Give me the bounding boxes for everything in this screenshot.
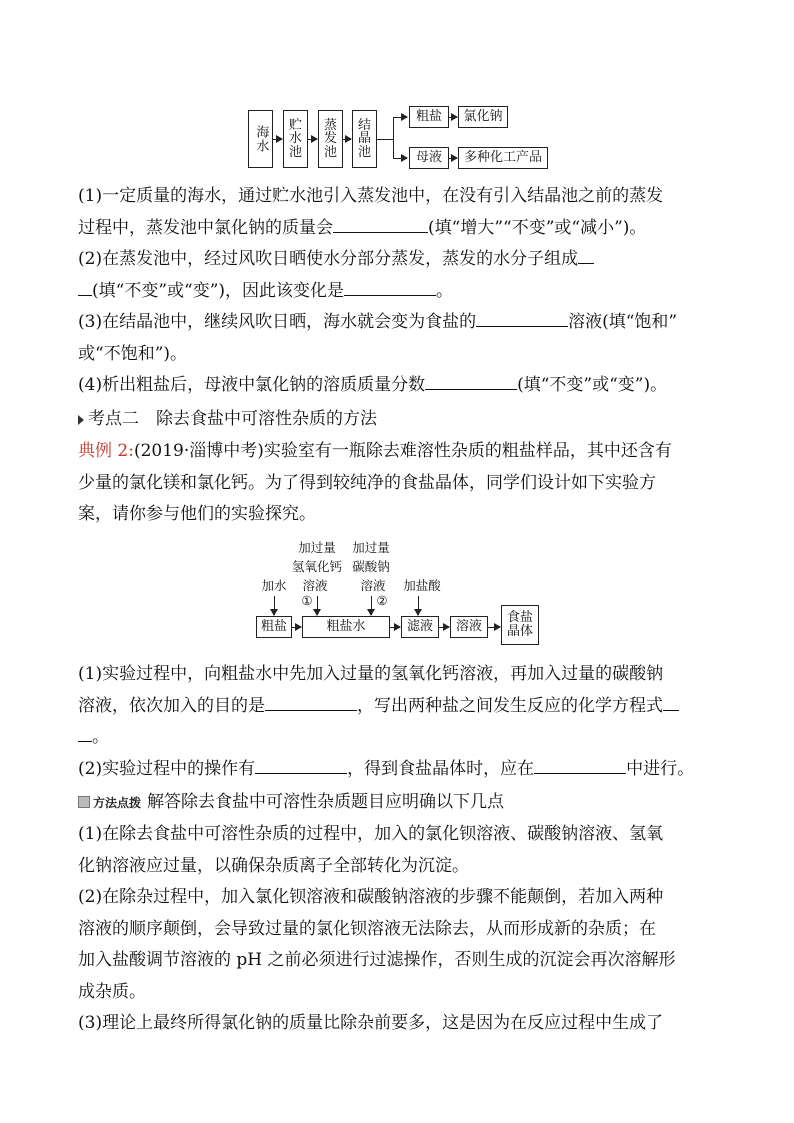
q2-text-b: (填“不变”或“变”)，因此该变化是 xyxy=(92,280,345,301)
tips-p2-line-1: (2)在除杂过程中，加入氯化钡溶液和碳酸钠溶液的步骤不能颠倒，若加入两种 xyxy=(78,887,664,907)
reagent-1-line-3: 溶液 xyxy=(302,578,328,593)
q2-line-1 xyxy=(78,244,720,276)
solution-label: 溶液 xyxy=(455,619,482,635)
q2a-line-3 xyxy=(78,722,720,754)
crude-saltwater-label: 粗盐水 xyxy=(326,619,366,635)
reagent-2-line-1: 加过量 xyxy=(352,540,390,555)
section-heading-text: 考点二 除去食盐中可溶性杂质的方法 xyxy=(88,409,377,429)
arrow-filtrate-to-solution xyxy=(439,627,449,628)
box-sodium-chloride xyxy=(458,106,508,128)
tips-p3-line-1: (3)理论上最终所得氯化钠的质量比除杂前要多，这是因为在反应过程中生成了 xyxy=(78,1013,664,1033)
sodium-chloride-label: 氯化钠 xyxy=(463,109,503,125)
q4-text-a: (4)析出粗盐后，母液中氯化钠的溶质质量分数 xyxy=(78,375,426,395)
arrow-down-hcl xyxy=(418,596,419,615)
box-evaporation-pool xyxy=(318,110,343,168)
example-line-3: 案，请你参与他们的实验探究。 xyxy=(78,504,316,524)
q2-answer-blank-2[interactable] xyxy=(344,277,436,296)
arrow-down-reagent-1 xyxy=(317,596,318,615)
crude-salt-label: 粗盐 xyxy=(415,109,442,125)
reagent-2-line-2: 碳酸钠 xyxy=(352,559,390,574)
chemical-products-label: 多种化工产品 xyxy=(463,150,542,166)
tips-badge: 方法点拨 xyxy=(93,796,142,810)
q3-line-1 xyxy=(78,307,720,339)
q2a-answer-blank-2[interactable] xyxy=(663,692,679,711)
q2a-text-a: 溶液，依次加入的目的是 xyxy=(78,695,265,716)
reagent-2-marker xyxy=(375,594,389,608)
reagent-1-line-1: 加过量 xyxy=(298,540,336,555)
q2b-answer-blank-2[interactable] xyxy=(534,755,626,774)
box-mother-liquor xyxy=(409,147,449,169)
tips-p2-line-4: 成杂质。 xyxy=(78,981,146,1002)
section-heading-2 xyxy=(78,404,377,435)
evap-char-3: 池 xyxy=(323,144,337,160)
arrow-seawater-to-storage xyxy=(273,139,282,140)
tips-p1-line-2: 化钠溶液应过量，以确保杂质离子全部转化为沉淀。 xyxy=(78,855,469,876)
cryst-char-1: 结 xyxy=(357,117,371,133)
reagent-2-label xyxy=(345,538,397,576)
arrow-to-mother-liquor xyxy=(393,158,407,159)
box-salt-crystal xyxy=(501,605,539,645)
arrow-down-reagent-2 xyxy=(371,596,372,615)
add-hcl-text: 加盐酸 xyxy=(403,578,441,593)
q2-text-c: 。 xyxy=(436,280,454,301)
tips-heading xyxy=(78,787,504,819)
example-line-2: 少量的氯化镁和氯化钙。为了得到较纯净的食盐晶体，同学们设计如下实验方 xyxy=(78,472,656,493)
branch-stem xyxy=(377,139,393,140)
q2b-text-b: ，得到食盐晶体时，应在 xyxy=(347,758,535,779)
example-line-1 xyxy=(78,436,720,468)
box-crude-saltwater xyxy=(302,616,390,638)
tip-icon xyxy=(78,796,90,808)
q4-answer-blank[interactable] xyxy=(425,371,517,390)
reagent-1-label xyxy=(287,538,347,576)
add-water-text: 加水 xyxy=(261,578,287,593)
q1-line-1: (1)一定质量的海水，通过贮水池引入蒸发池中，在没有引入结晶池之前的蒸发 xyxy=(78,186,664,206)
cryst-char-3: 池 xyxy=(357,144,371,160)
box-seawater xyxy=(248,110,273,168)
box-crystallization-pool xyxy=(352,110,377,168)
q2a-line-1: (1)实验过程中，向粗盐水中先加入过量的氢氧化钙溶液，再加入过量的碳酸钠 xyxy=(78,664,664,684)
reagent-1-line-4: ① xyxy=(301,593,313,608)
reagent-2-line-4: ② xyxy=(376,593,388,608)
q2b-text-a: (2)实验过程中的操作有 xyxy=(78,758,256,779)
arrow-saltwater-to-filtrate xyxy=(390,627,400,628)
reagent-1-marker xyxy=(300,594,314,608)
mother-liquor-label: 母液 xyxy=(415,150,442,166)
tips-body xyxy=(78,819,720,1040)
q2-answer-blank-1-cont[interactable] xyxy=(78,277,92,296)
box-chemical-products xyxy=(458,147,548,169)
box-storage-pool xyxy=(283,110,308,168)
arrow-salt-to-saltwater xyxy=(292,627,301,628)
arrow-storage-to-evaporation xyxy=(308,139,317,140)
box-crude-salt-2 xyxy=(256,616,292,638)
storage-char-1: 贮 xyxy=(288,117,302,133)
storage-char-3: 池 xyxy=(288,144,302,160)
question-block-2 xyxy=(78,659,720,785)
q3-line-2: 或“不饱和”)。 xyxy=(78,343,188,364)
q2b-line-1 xyxy=(78,754,720,786)
arrow-down-water xyxy=(274,596,275,615)
reagent-1-line-2: 氢氧化钙 xyxy=(291,559,342,574)
q2a-text-c: 。 xyxy=(92,727,109,747)
storage-char-2: 水 xyxy=(288,131,302,147)
q1-line-2 xyxy=(78,213,720,245)
filtrate-label: 滤液 xyxy=(406,619,433,635)
reagent-2-line-3: 溶液 xyxy=(360,578,386,593)
example-label: 典例 2: xyxy=(78,441,134,461)
arrow-crude-to-nacl xyxy=(449,117,457,118)
box-filtrate xyxy=(401,616,439,638)
arrow-evaporation-to-crystallization xyxy=(343,139,351,140)
tips-title: 解答除去食盐中可溶性杂质题目应明确以下几点 xyxy=(147,792,505,812)
add-hcl-label xyxy=(398,576,446,595)
question-block-1 xyxy=(78,181,720,402)
q2-text-a: (2)在蒸发池中，经过风吹日晒使水分部分蒸发，蒸发的水分子组成 xyxy=(78,249,579,269)
q4-line-1 xyxy=(78,370,720,402)
q2a-answer-blank-2-cont[interactable] xyxy=(78,723,92,742)
salt-crystal-line-2: 晶体 xyxy=(506,624,533,639)
q3-text-a: (3)在结晶池中，继续风吹日晒，海水就会变为食盐的 xyxy=(78,312,477,332)
arrow-to-crude-salt xyxy=(393,117,407,118)
q2-line-2 xyxy=(78,276,720,308)
salt-crystal-line-1: 食盐 xyxy=(506,610,533,626)
arrow-solution-to-crystal xyxy=(488,627,500,628)
evap-char-1: 蒸 xyxy=(323,117,337,133)
q2a-answer-blank-1[interactable] xyxy=(265,692,357,711)
add-water-label xyxy=(256,576,292,595)
evap-char-2: 发 xyxy=(323,131,337,147)
box-seawater-label: 海水 xyxy=(253,125,269,153)
tips-p1-line-1: (1)在除去食盐中可溶性杂质的过程中，加入的氯化钡溶液、碳酸钠溶液、氢氧 xyxy=(78,824,664,844)
cryst-char-2: 晶 xyxy=(357,131,371,147)
crude-salt-2-label: 粗盐 xyxy=(260,619,287,635)
example-2-block xyxy=(78,436,720,531)
q1-answer-blank[interactable] xyxy=(333,214,428,233)
box-crude-salt xyxy=(409,106,449,128)
q1-text-a: 过程中，蒸发池中氯化钠的质量会 xyxy=(78,217,333,238)
q2a-line-2 xyxy=(78,691,720,723)
q2b-answer-blank-1[interactable] xyxy=(255,755,347,774)
branch-vertical xyxy=(393,117,394,158)
box-solution xyxy=(450,616,488,638)
arrow-mother-to-products xyxy=(449,158,457,159)
q2a-text-b: ，写出两种盐之间发生反应的化学方程式 xyxy=(357,695,663,716)
tips-p2-line-2: 溶液的顺序颠倒，会导致过量的氯化钡溶液无法除去，从而形成新的杂质；在 xyxy=(78,918,656,939)
q3-answer-blank[interactable] xyxy=(476,308,568,327)
q2b-text-c: 中进行。 xyxy=(626,758,695,779)
q1-text-b: (填“增大”“不变”或“减小”)。 xyxy=(428,217,647,238)
q3-text-b: 溶液(填“饱和” xyxy=(568,312,678,332)
tips-p2-line-3: 加入盐酸调节溶液的 pH 之前必须进行过滤操作，否则生成的沉淀会再次溶解形 xyxy=(78,950,676,970)
q4-text-b: (填“不变”或“变”)。 xyxy=(517,375,668,395)
q2-answer-blank-1[interactable] xyxy=(578,245,594,264)
flag-icon xyxy=(78,415,84,425)
example-text-1: (2019·淄博中考)实验室有一瓶除去难溶性杂质的粗盐样品，其中还含有 xyxy=(133,441,672,461)
